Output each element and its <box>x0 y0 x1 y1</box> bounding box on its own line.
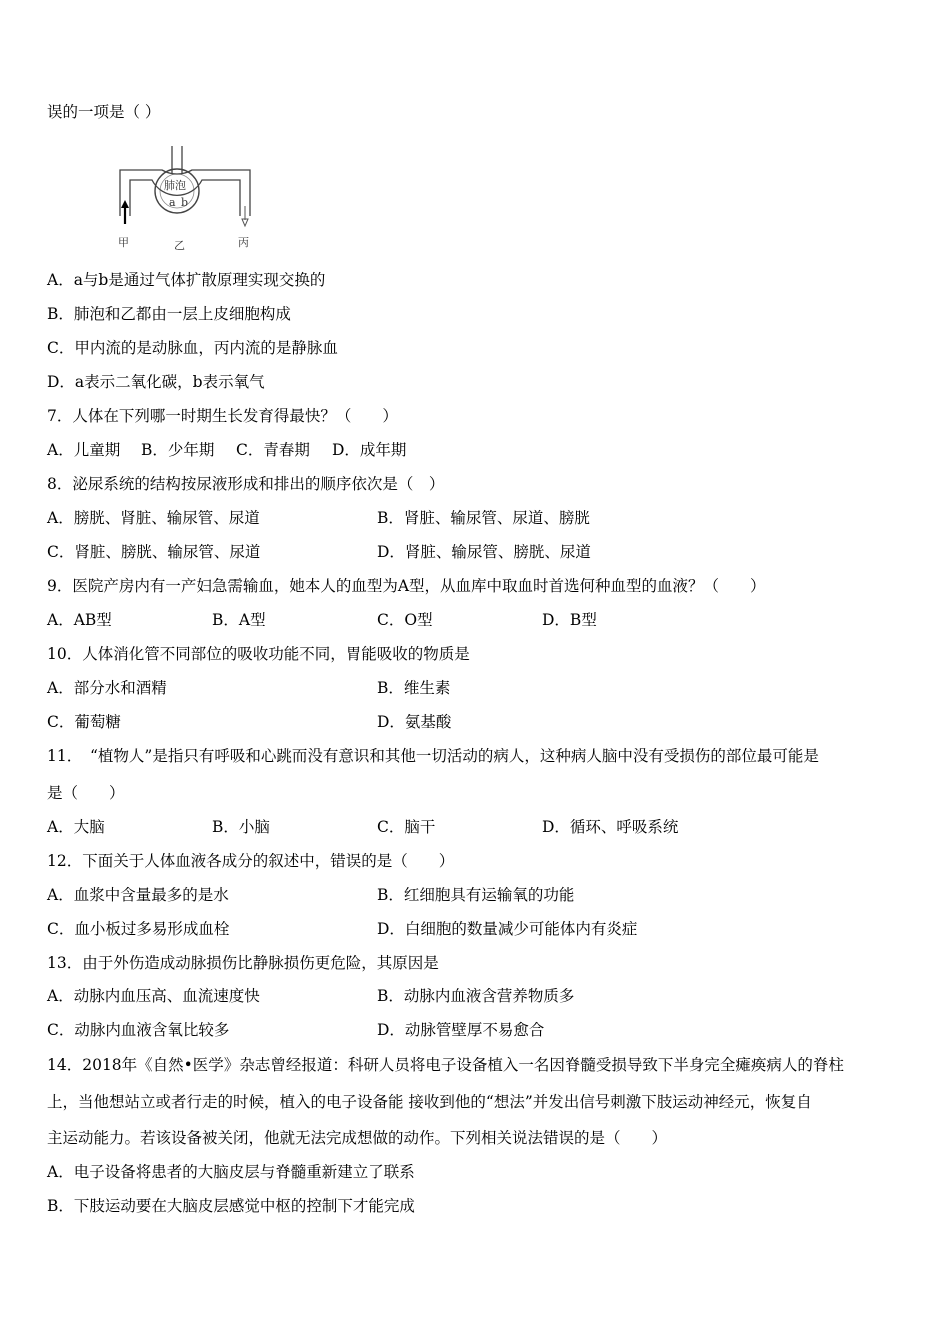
q14-stem-line1: 14．2018年《自然•医学》杂志曾经报道：科研人员将电子设备植入一名因脊髓受损导致下半身完全瘫痪病人的脊柱 <box>47 1056 844 1074</box>
q7-option-c: C．青春期 <box>236 441 310 459</box>
q8-stem: 8．泌尿系统的结构按尿液形成和排出的顺序依次是（ ） <box>47 475 445 493</box>
q9-stem: 9．医院产房内有一产妇急需输血，她本人的血型为A型，从血库中取血时首选何种血型的血液？（ ） <box>47 577 766 595</box>
q11-option-d: D．循环、呼吸系统 <box>542 818 679 836</box>
q14-option-a: A．电子设备将患者的大脑皮层与脊髓重新建立了联系 <box>47 1163 415 1181</box>
q8-option-d: D．肾脏、输尿管、膀胱、尿道 <box>377 543 591 561</box>
q12-option-b: B．红细胞具有运输氧的功能 <box>377 886 575 904</box>
alveolus-label: 肺泡 <box>164 179 186 192</box>
alveolus-diagram <box>112 146 262 254</box>
q13-option-c: C．动脉内血液含氧比较多 <box>47 1021 230 1039</box>
q11-option-c: C．脑干 <box>377 818 436 836</box>
label-bing: 丙 <box>238 236 249 249</box>
label-jia: 甲 <box>118 236 129 249</box>
q12-option-c: C．血小板过多易形成血栓 <box>47 920 230 938</box>
q11-stem-line1: 11． “植物人”是指只有呼吸和心跳而没有意识和其他一切活动的病人，这种病人脑中没有受损伤的部位最可能是 <box>47 747 819 765</box>
q10-option-d: D．氨基酸 <box>377 713 452 731</box>
q10-stem: 10．人体消化管不同部位的吸收功能不同，胃能吸收的物质是 <box>47 645 470 663</box>
q11-stem-line2: 是（ ） <box>47 784 125 802</box>
q6-option-d: D．a表示二氧化碳，b表示氧气 <box>47 373 265 391</box>
q6-stem: 误的一项是（ ） <box>47 103 161 121</box>
q6-option-a: A．a与b是通过气体扩散原理实现交换的 <box>47 271 326 289</box>
q14-stem-line2: 上，当他想站立或者行走的时候，植入的电子设备能 接收到他的“想法”并发出信号刺激下肢运动神经元，恢复自 <box>47 1093 812 1111</box>
q7-stem: 7．人体在下列哪一时期生长发育得最快？（ ） <box>47 407 398 425</box>
q10-option-a: A．部分水和酒精 <box>47 679 167 697</box>
q7-option-b: B．少年期 <box>141 441 215 459</box>
q12-stem: 12．下面关于人体血液各成分的叙述中，错误的是（ ） <box>47 852 455 870</box>
q11-option-b: B．小脑 <box>212 818 270 836</box>
q9-option-c: C．O型 <box>377 611 433 629</box>
q13-option-b: B．动脉内血液含营养物质多 <box>377 987 575 1005</box>
q14-option-b: B．下肢运动要在大脑皮层感觉中枢的控制下才能完成 <box>47 1197 415 1215</box>
q13-stem: 13．由于外伤造成动脉损伤比静脉损伤更危险，其原因是 <box>47 954 439 972</box>
q13-option-a: A．动脉内血压高、血流速度快 <box>47 987 260 1005</box>
q12-option-a: A．血浆中含量最多的是水 <box>47 886 229 904</box>
label-b: b <box>181 196 189 209</box>
q12-option-d: D．白细胞的数量减少可能体内有炎症 <box>377 920 638 938</box>
q7-option-a: A．儿童期 <box>47 441 121 459</box>
q13-option-d: D．动脉管壁厚不易愈合 <box>377 1021 545 1039</box>
q8-option-b: B．肾脏、输尿管、尿道、膀胱 <box>377 509 590 527</box>
label-a: a <box>169 196 176 209</box>
q9-option-a: A．AB型 <box>47 611 112 629</box>
label-yi: 乙 <box>174 239 185 252</box>
q8-option-c: C．肾脏、膀胱、输尿管、尿道 <box>47 543 261 561</box>
q7-option-d: D．成年期 <box>332 441 407 459</box>
q6-option-b: B．肺泡和乙都由一层上皮细胞构成 <box>47 305 291 323</box>
q10-option-b: B．维生素 <box>377 679 451 697</box>
q8-option-a: A．膀胱、肾脏、输尿管、尿道 <box>47 509 260 527</box>
q14-stem-line3: 主运动能力。若该设备被关闭，他就无法完成想做的动作。下列相关说法错误的是（ ） <box>47 1129 668 1147</box>
q10-option-c: C．葡萄糖 <box>47 713 121 731</box>
q9-option-b: B．A型 <box>212 611 266 629</box>
q6-option-c: C．甲内流的是动脉血，丙内流的是静脉血 <box>47 339 338 357</box>
q11-option-a: A．大脑 <box>47 818 105 836</box>
q9-option-d: D．B型 <box>542 611 597 629</box>
